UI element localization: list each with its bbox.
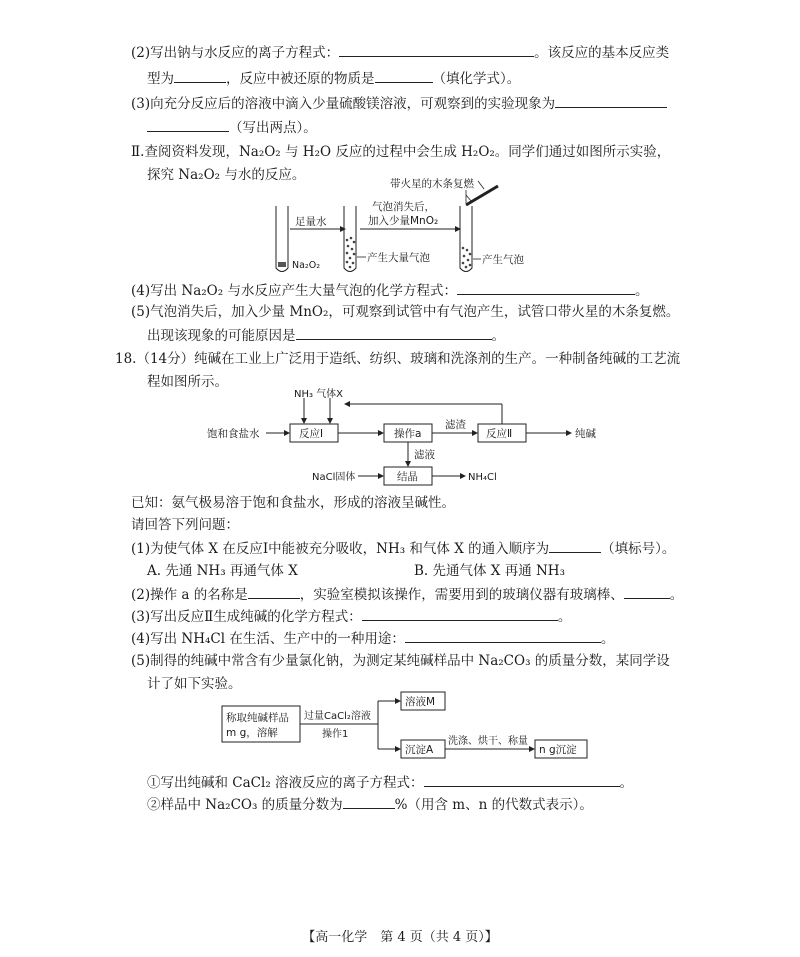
- s5-line2: 计了如下实验。: [147, 676, 242, 692]
- sample-label-1: 称取纯碱样品: [226, 712, 289, 724]
- after-label-2: 加入少量MnO₂: [368, 215, 439, 227]
- bubbles-label: 产生大量气泡: [367, 252, 430, 264]
- s5-1-line: ①写出纯碱和 CaCl₂ 溶液反应的离子方程式： 。: [147, 772, 633, 793]
- operation-a-label: 操作a: [394, 428, 422, 440]
- s5-line1: (5)制得的纯碱中常含有少量氯化钠，为测定某纯碱样品中 Na₂CO₃ 的质量分数，某同学设: [131, 653, 670, 669]
- q3-line2: （写出两点）。: [147, 117, 317, 138]
- q3-line1: (3)向充分反应后的溶液中滴入少量硫酸镁溶液，可观察到的实验现象为: [131, 93, 667, 114]
- precip-a-label: 沉淀A: [405, 744, 434, 756]
- splint-label: 带火星的木条复燃: [390, 178, 474, 190]
- after-label-1: 气泡消失后，: [372, 201, 435, 213]
- solution-m-label: 溶液M: [405, 696, 436, 708]
- crystallize-label: 结晶: [397, 471, 418, 483]
- nacl-label: NaCl固体: [312, 472, 356, 483]
- q2-line2: 型为 ，反应中被还原的物质是 （填化学式）。: [147, 68, 520, 89]
- q5-line1: (5)气泡消失后，加入少量 MnO₂，可观察到试管中有气泡产生，试管口带火星的木条复燃。: [131, 304, 680, 320]
- soda-label: 纯碱: [575, 428, 596, 440]
- q18-line1: 18.（14分）纯碱在工业上广泛用于造纸、纺织、玻璃和洗涤剂的生产。一种制备纯碱的工艺流: [115, 351, 681, 367]
- answer-blank[interactable]: [343, 794, 395, 809]
- gas-label: 产生气泡: [482, 254, 524, 266]
- q18-line2: 程如图所示。: [147, 374, 228, 390]
- residue-label: 滤渣: [445, 419, 466, 431]
- q2-line1: (2)写出钠与水反应的离子方程式： 。该反应的基本反应类: [131, 42, 669, 63]
- page-footer: 【高一化学 第 4 页（共 4 页）】: [302, 930, 498, 945]
- q5-line2: 出现该现象的可能原因是 。: [147, 325, 505, 346]
- part2-line1: Ⅱ.查阅资料发现，Na₂O₂ 与 H₂O 反应的过程中会生成 H₂O₂。同学们通过如图所示实验，: [131, 144, 671, 160]
- prompt-line: 请回答下列问题：: [131, 517, 239, 533]
- reaction2-label: 反应Ⅱ: [486, 428, 513, 440]
- na2o2-label: Na₂O₂: [292, 260, 321, 271]
- s1-optB[interactable]: B. 先通气体 X 再通 NH₃: [414, 563, 565, 579]
- s5-2-line: ②样品中 Na₂CO₃ 的质量分数为 %（用含 m、n 的代数式表示）。: [147, 794, 593, 815]
- answer-blank[interactable]: [424, 772, 620, 787]
- nh3-gas-label: NH₃ 气体X: [294, 389, 344, 400]
- known-line: 已知：氨气极易溶于饱和食盐水，形成的溶液呈碱性。: [131, 495, 455, 511]
- operation1-label: 操作1: [322, 729, 349, 740]
- part2-line2: 探究 Na₂O₂ 与水的反应。: [147, 167, 306, 183]
- q4-line: (4)写出 Na₂O₂ 与水反应产生大量气泡的化学方程式： 。: [131, 280, 648, 301]
- nh4cl-label: NH₄Cl: [468, 472, 497, 483]
- reaction1-label: 反应Ⅰ: [299, 428, 324, 440]
- filtrate-label: 滤液: [414, 449, 435, 461]
- s1-optA[interactable]: A. 先通 NH₃ 再通气体 X: [147, 563, 298, 579]
- s2-line: (2)操作 a 的名称是 ，实验室模拟该操作，需要用到的玻璃仪器有玻璃棒、 。: [131, 584, 683, 605]
- s4-line: (4)写出 NH₄Cl 在生活、生产中的一种用途： 。: [131, 628, 614, 649]
- sample-label-2: m g，溶解: [226, 727, 278, 739]
- brine-label: 饱和食盐水: [207, 428, 260, 440]
- s1-line: (1)为使气体 X 在反应Ⅰ中能被充分吸收，NH₃ 和气体 X 的通入顺序为 （填标号）。: [131, 538, 675, 559]
- water-label: 足量水: [295, 216, 327, 228]
- cacl2-label: 过量CaCl₂溶液: [304, 711, 371, 722]
- steps-label: 洗涤、烘干、称量: [448, 736, 528, 747]
- ng-precip-label: n g沉淀: [539, 744, 577, 756]
- s3-line: (3)写出反应Ⅱ生成纯碱的化学方程式： 。: [131, 606, 571, 627]
